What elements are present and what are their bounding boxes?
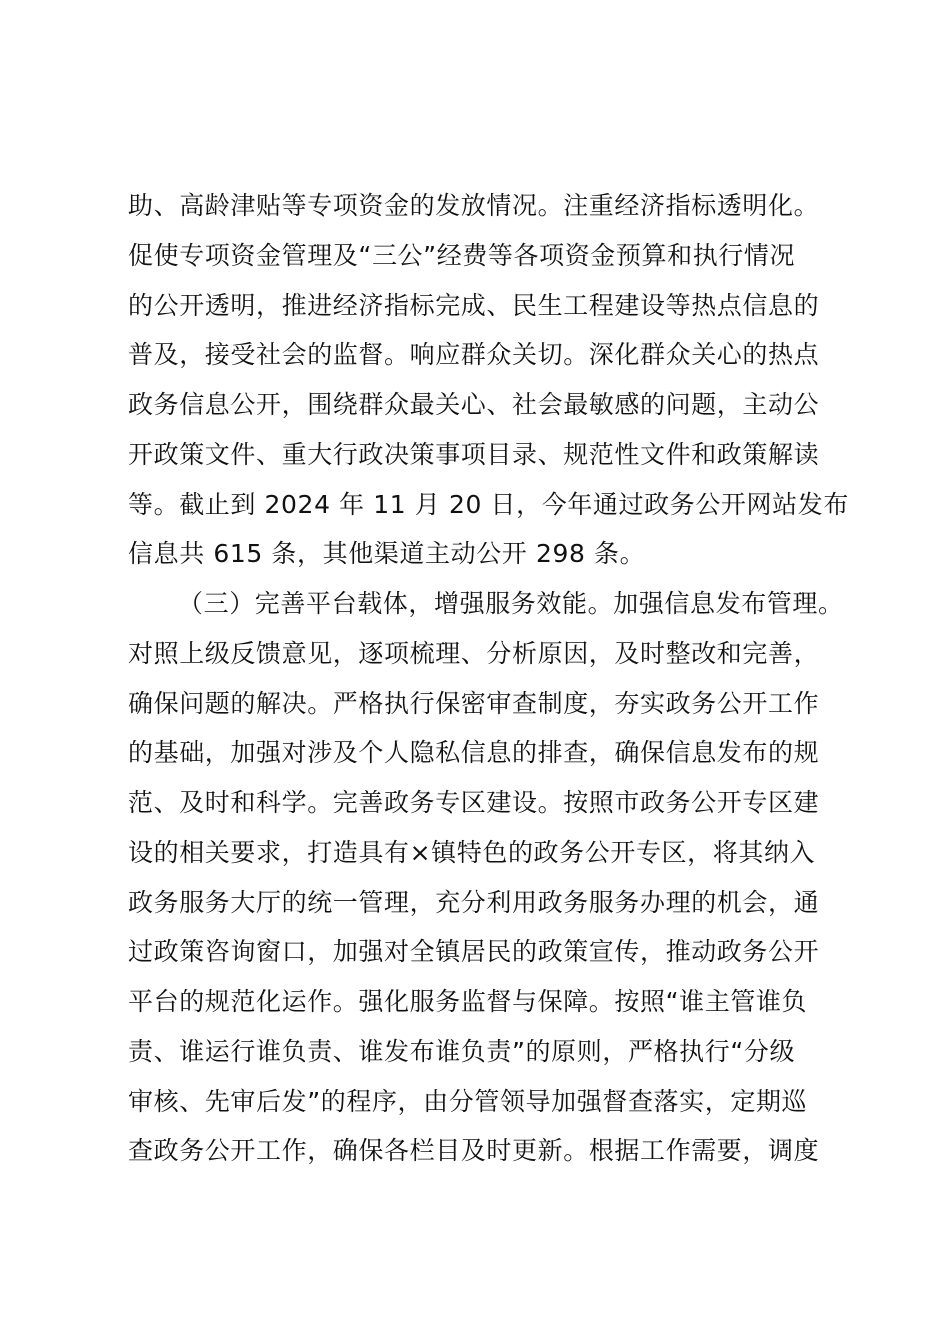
text-line-17: 平台的规范化运作。强化服务监督与保障。按照“谁主管谁负 (128, 987, 808, 1016)
text-line-13: 范、及时和科学。完善政务专区建设。按照市政务公开专区建 (128, 788, 820, 817)
text-line-20: 查政务公开工作，确保各栏目及时更新。根据工作需要，调度 (128, 1136, 820, 1166)
text-line-2: 促使专项资金管理及“三公”经费等各项资金预算和执行情况 (128, 240, 796, 270)
section-heading-line: （三）完善平台载体，增强服务效能。加强信息发布管理。 (178, 589, 844, 618)
text-line-5: 政务信息公开，围绕群众最关心、社会最敏感的问题，主动公 (128, 390, 820, 419)
text-line-10: 对照上级反馈意见，逐项梳理、分析原因，及时整改和完善， (128, 638, 820, 668)
text-line-6: 开政策文件、重大行政决策事项目录、规范性文件和政策解读 (128, 439, 820, 469)
text-line-12: 的基础，加强对涉及个人隐私信息的排查，确保信息发布的规 (128, 738, 820, 768)
body-text (128, 181, 848, 1176)
text-line-19: 审核、先审后发”的程序，由分管领导加强督查落实，定期巡 (128, 1086, 808, 1116)
text-line-8: 信息共 615 条，其他渠道主动公开 298 条。 (128, 539, 646, 569)
text-line-14: 设的相关要求，打造具有×镇特色的政务公开专区，将其纳入 (128, 837, 816, 867)
text-line-16: 过政策咨询窗口，加强对全镇居民的政策宣传，推动政务公开 (128, 937, 820, 967)
text-line-7: 等。截止到 2024 年 11 月 20 日，今年通过政务公开网站发布 (128, 489, 849, 519)
text-line-1: 助、高龄津贴等专项资金的发放情况。注重经济指标透明化。 (128, 191, 820, 220)
text-line-3: 的公开透明，推进经济指标完成、民生工程建设等热点信息的 (128, 290, 820, 320)
text-line-18: 责、谁运行谁负责、谁发布谁负责”的原则，严格执行“分级 (128, 1036, 796, 1066)
text-line-15: 政务服务大厅的统一管理，充分利用政务服务办理的机会，通 (128, 887, 820, 917)
text-line-4: 普及，接受社会的监督。响应群众关切。深化群众关心的热点 (128, 340, 820, 370)
text-line-11: 确保问题的解决。严格执行保密审查制度，夯实政务公开工作 (128, 688, 820, 718)
